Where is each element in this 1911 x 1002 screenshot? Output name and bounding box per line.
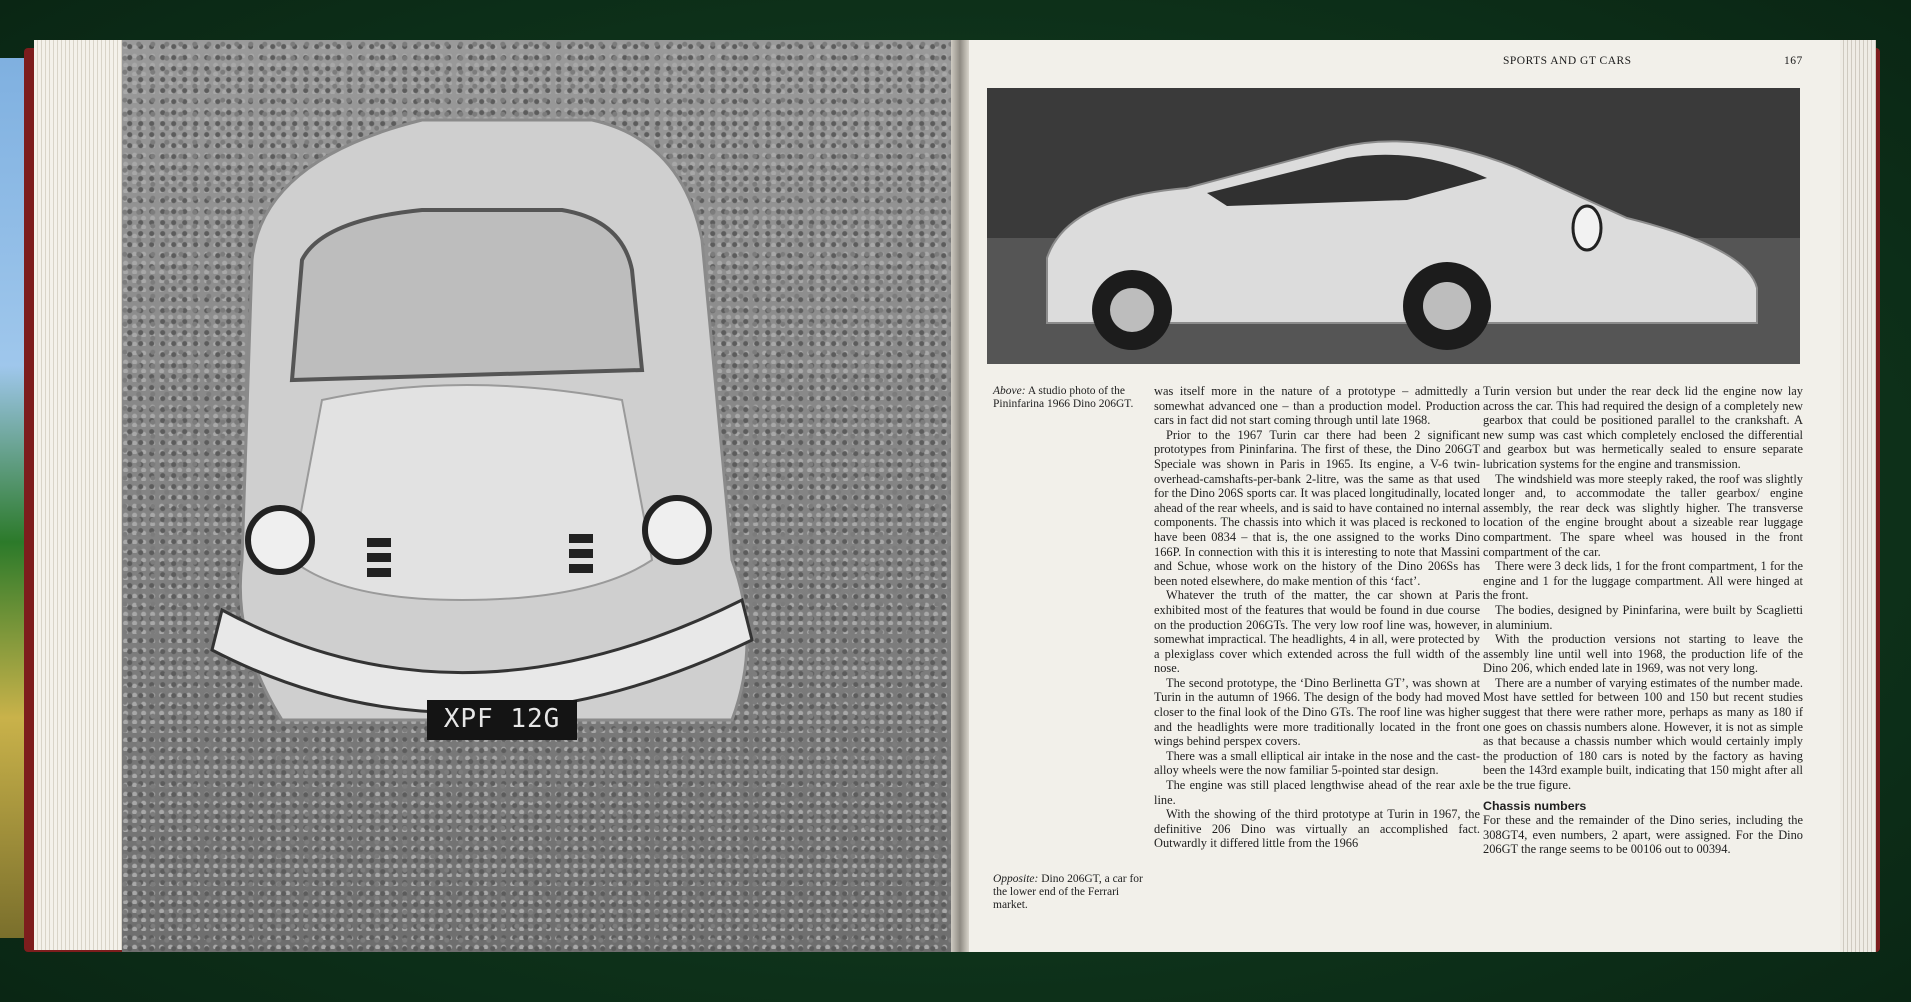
book-gutter [951,40,969,952]
paragraph: was itself more in the nature of a prototype – admittedly a somewhat advanced one – than a production model. Production cars in fact did not start coming through until late 1968. [1154,384,1480,428]
page-stack-left [34,40,126,950]
text-column-right [1483,384,1803,857]
paragraph: Prior to the 1967 Turin car there had been 2 significant prototypes from Pininfarina. The first of these, the Dino 206GT Speciale was shown in Paris in 1965. Its engine, a V-6 twin-overhead-camshafts-per-bank 2-litre, was the same as that used for the Dino 206S sports car. It was placed longitudinally, located ahead of the rear wheels, and is said to have contained no internal components. The chassis into which it was placed is reckoned to have been 0834 – that is, the one assigned to the works Dino 166P. In connection with this it is interesting to note that Massini and Schue, whose work on the history of the Dino 206Ss has been noted elsewhere, do make mention of this ‘fact’. [1154,427,1480,588]
paragraph: The second prototype, the ‘Dino Berlinetta GT’, was shown at Turin in the autumn of 1966. The design of the body had moved closer to the final look of the Dino GTs. The roof line was higher and the headlights were more traditionally located in the front wings behind perspex covers. [1154,675,1480,749]
paragraph: With the showing of the third prototype at Turin in 1967, the definitive 206 Dino was virtually an accomplished fact. Outwardly it differed little from the 1966 [1154,807,1480,851]
paragraph: For these and the remainder of the Dino series, including the 308GT4, even numbers, 2 apart, were assigned. For the Dino 206GT the range seems to be 00106 out to 00394. [1483,813,1803,857]
section-heading: Chassis numbers [1483,798,1587,813]
page-stack-right [1840,40,1876,952]
car-side-view-photo-icon [987,88,1800,364]
paragraph: The engine was still placed lengthwise ahead of the rear axle line. [1154,778,1480,807]
opposite-photo-caption [993,873,1143,912]
paragraph: Turin version but under the rear deck lid the engine now lay across the car. This had required the design of a completely new gearbox that could be positioned parallel to the crankshaft. A new sump was cast which completely enclosed the differential and gearbox but was hermetically sealed to ensure separate lubrication systems for the engine and transmission. [1483,384,1803,471]
left-page-photo [122,40,951,952]
paragraph: The windshield was more steeply raked, the roof was slightly longer and, to accommodate the taller gearbox/ engine assembly, the rear deck was slightly higher. The transverse location of the engine brought about a sizeable rear luggage compartment. The spare wheel was housed in the front compartment of the car. [1483,471,1803,559]
caption-lead: Opposite: [993,873,1039,885]
top-photo-caption [993,385,1143,411]
car-top-view-photo-icon [122,40,951,952]
caption-text: A studio photo of the Pininfarina 1966 Dino 206GT. [993,385,1134,410]
paragraph: Whatever the truth of the matter, the car shown at Paris exhibited most of the features that would be found in due course on the production 206GTs. The very low roof line was, however, somewhat impractical. The headlights, 4 in all, were protected by a plexiglass cover which extended across the full width of the nose. [1154,588,1480,676]
caption-lead: Above: [993,385,1026,397]
paragraph: There were 3 deck lids, 1 for the front compartment, 1 for the engine and 1 for the luggage compartment. All were hinged at the front. [1483,559,1803,603]
running-head: SPORTS AND GT CARS [1503,55,1632,67]
paragraph: There was a small elliptical air intake in the nose and the cast-alloy wheels were the now familiar 5-pointed star design. [1154,748,1480,778]
text-column-middle [1154,384,1480,851]
paragraph: With the production versions not starting to leave the assembly line until well into 1968, the production life of the Dino 206, which ended late in 1969, was not very long. [1483,632,1803,676]
license-plate-text: XPF 12G [443,704,561,734]
page-number: 167 [1784,55,1803,67]
caption-text: Dino 206GT, a car for the lower end of the Ferrari market. [993,873,1143,911]
paragraph: There are a number of varying estimates of the number made. Most have settled for between 100 and 150 but recent studies suggest that there were rather more, perhaps as many as 180 if one goes on chassis numbers alone. However, it is not as simple as that because a chassis number which would certainly imply the production of 180 cars is noted by the factory as having been the 143rd example built, indicating that 150 might after all be the true figure. [1483,675,1803,793]
paragraph: The bodies, designed by Pininfarina, were built by Scaglietti in aluminium. [1483,602,1803,632]
top-photo [987,88,1800,364]
